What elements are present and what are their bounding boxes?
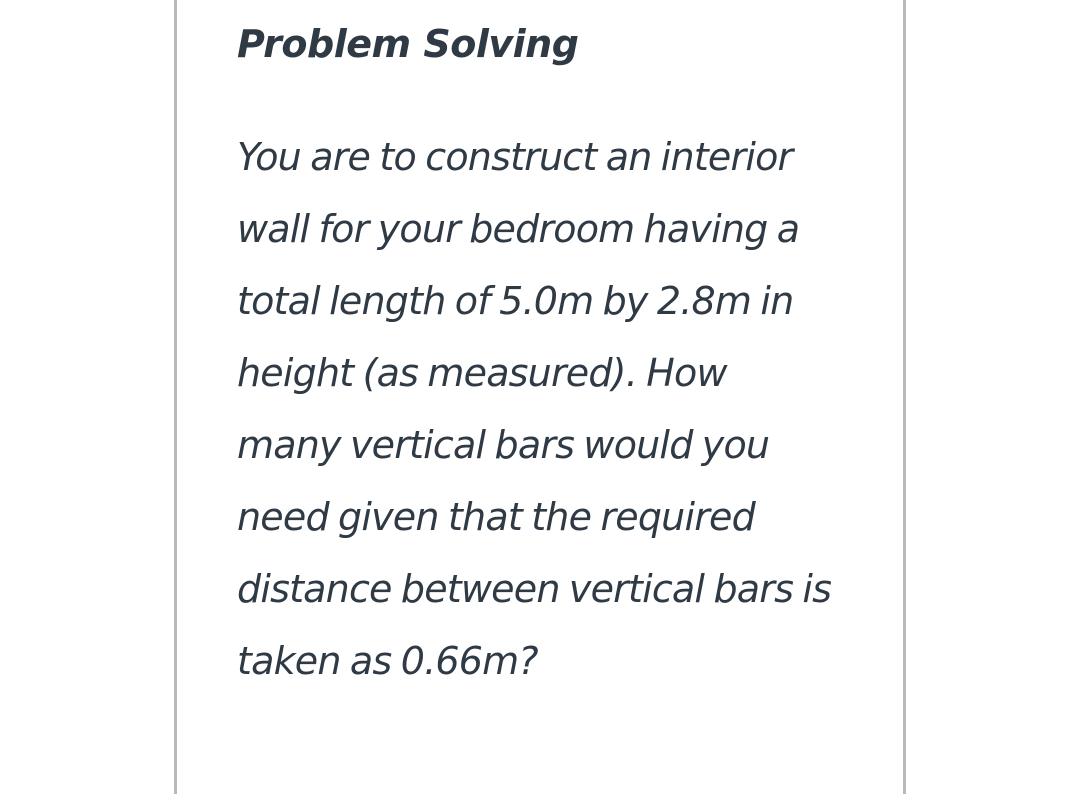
- problem-text: You are to construct an interior wall for your bedroom having a total length of 5.0m by 2.8m in height (as measured). How many vertical bars would you need given that the required distance between vertical bars is taken as 0.66m?: [237, 135, 832, 683]
- problem-card: [237, 14, 877, 697]
- card-right-border: [903, 0, 906, 794]
- problem-heading: Problem Solving: [237, 22, 579, 66]
- card-left-border: [174, 0, 177, 794]
